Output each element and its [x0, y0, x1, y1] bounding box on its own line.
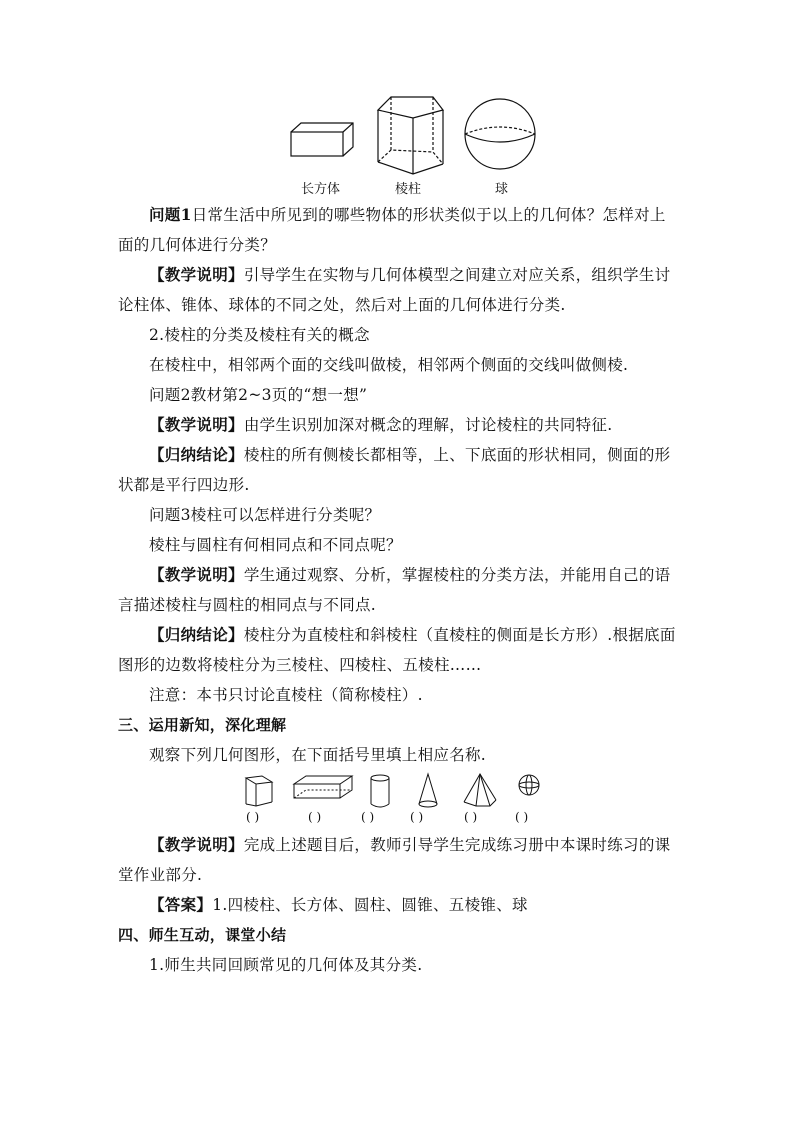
answer-blank: ( ) — [361, 810, 375, 824]
exercise-figures — [118, 772, 678, 830]
summary-point-1: 1.师生共同回顾常见的几何体及其分类. — [149, 956, 423, 974]
solids-figure — [283, 92, 553, 196]
conclusion-1: 【归纳结论】棱柱的所有侧棱长都相等，上、下底面的形状相同，侧面的形状都是平行四边形. — [118, 445, 671, 494]
answer-blank: ( ) — [515, 810, 529, 824]
cone-figure — [416, 772, 440, 810]
ball-figure — [516, 772, 542, 798]
cuboid-figure — [292, 772, 354, 806]
pentagonal-pyramid-figure — [460, 772, 500, 810]
sphere-caption: 球 — [495, 182, 509, 197]
question-1: 问题1日常生活中所见到的哪些物体的形状类似于以上的几何体？怎样对上面的几何体进行分类？ — [118, 205, 666, 254]
cuboid-shape — [291, 123, 353, 156]
document-body — [118, 200, 678, 980]
exercise-instruction: 观察下列几何图形，在下面括号里填上相应名称. — [149, 746, 487, 764]
note-straight-prism: 注意：本书只讨论直棱柱（简称棱柱）. — [149, 686, 423, 704]
teaching-note-4: 【教学说明】完成上述题目后，教师引导学生完成练习册中本课时练习的课堂作业部分. — [118, 835, 671, 884]
cylinder-figure — [368, 772, 392, 810]
teaching-note-3: 【教学说明】学生通过观察、分析，掌握棱柱的分类方法，并能用自己的语言描述棱柱与圆柱的相同点与不同点. — [118, 565, 671, 614]
answer-blank: ( ) — [464, 810, 478, 824]
question-2: 问题2教材第2~3页的“想一想” — [149, 386, 368, 404]
prism-cylinder-question: 棱柱与圆柱有何相同点和不同点呢？ — [149, 536, 402, 554]
answer: 【答案】1.四棱柱、长方体、圆柱、圆锥、五棱锥、球 — [149, 895, 528, 914]
prism-caption: 棱柱 — [395, 182, 422, 197]
cuboid-caption: 长方体 — [301, 182, 341, 197]
section-4-heading: 四、师生互动，课堂小结 — [118, 926, 287, 944]
solids-drawing — [283, 92, 553, 176]
edge-definition: 在棱柱中，相邻两个面的交线叫做棱，相邻两个侧面的交线叫做侧棱. — [149, 356, 629, 374]
teaching-note-2: 【教学说明】由学生识别加深对概念的理解，讨论棱柱的共同特征. — [149, 415, 613, 434]
quad-prism-figure — [242, 772, 278, 808]
sphere-shape — [465, 99, 535, 169]
teaching-note-1: 【教学说明】引导学生在实物与几何体模型之间建立对应关系，组织学生讨论柱体、锥体、球体的不同之处，然后对上面的几何体进行分类. — [118, 265, 671, 314]
prism-concept-heading: 2.棱柱的分类及棱柱有关的概念 — [149, 326, 370, 344]
answer-blank: ( ) — [410, 810, 424, 824]
answer-blank: ( ) — [246, 810, 260, 824]
section-3-heading: 三、运用新知，深化理解 — [118, 716, 287, 734]
answer-blank: ( ) — [308, 810, 322, 824]
conclusion-2: 【归纳结论】棱柱分为直棱柱和斜棱柱（直棱柱的侧面是长方形）.根据底面图形的边数将棱柱分为三棱柱、四棱柱、五棱柱…… — [118, 625, 676, 674]
prism-shape — [378, 97, 443, 174]
question-3: 问题3棱柱可以怎样进行分类呢？ — [149, 506, 381, 524]
